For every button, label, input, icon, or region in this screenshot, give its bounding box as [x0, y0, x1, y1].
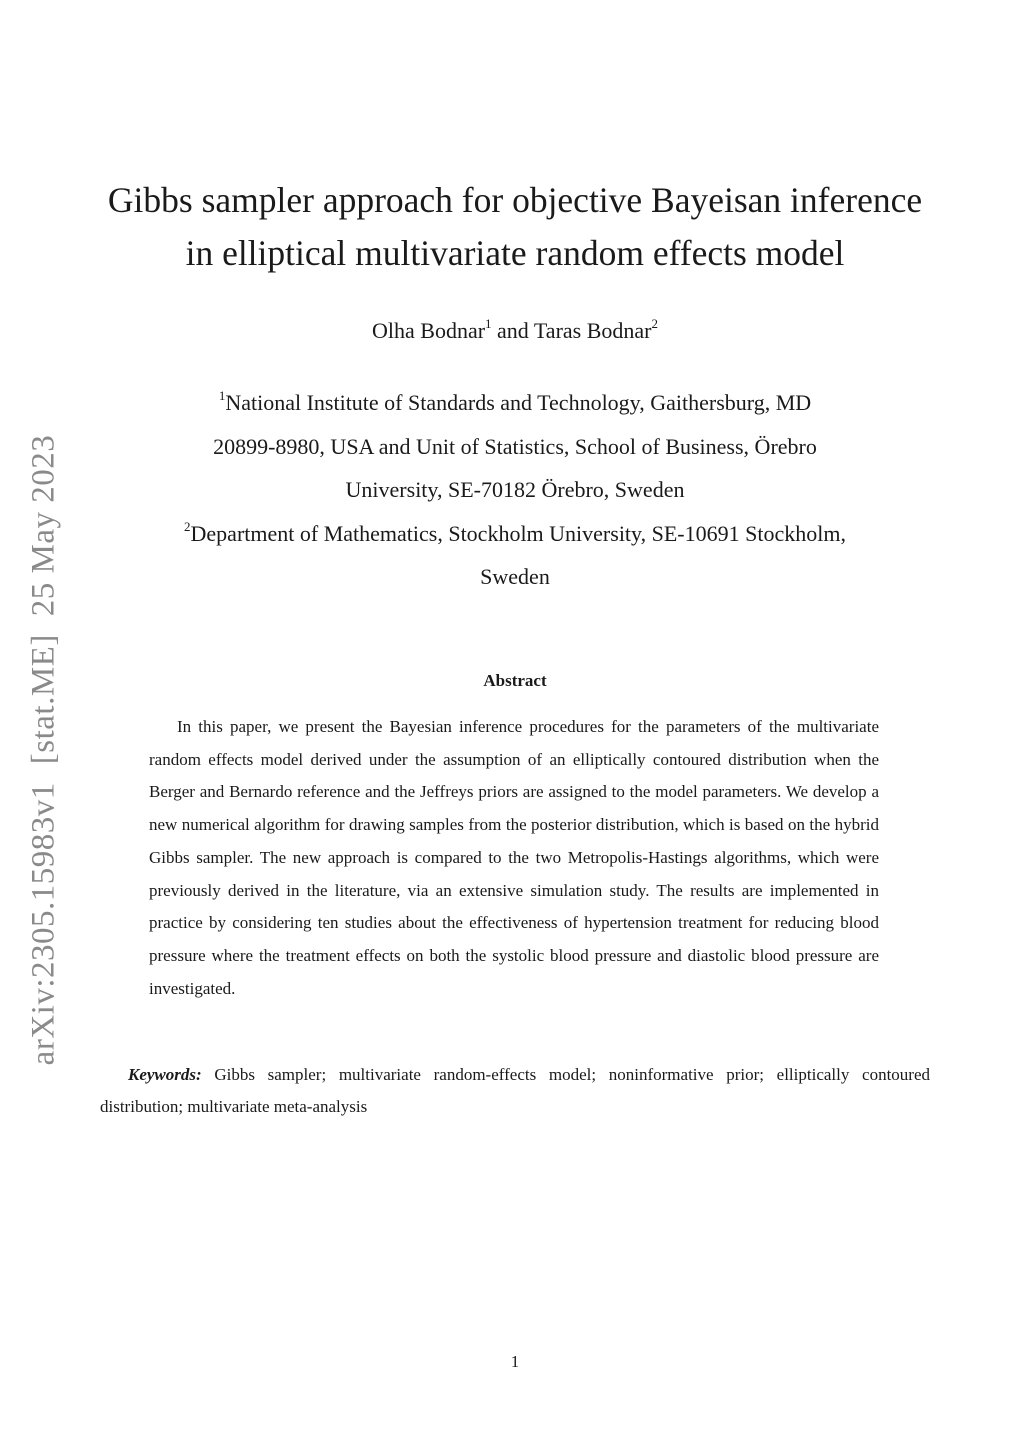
- keywords-label: Keywords:: [128, 1065, 202, 1084]
- arxiv-identifier: arXiv:2305.15983v1: [25, 782, 62, 1066]
- paper-title: [100, 174, 930, 280]
- author-name: Taras Bodnar: [533, 318, 652, 343]
- author-name: Olha Bodnar: [372, 318, 486, 343]
- abstract-heading: Abstract: [483, 671, 547, 690]
- affiliation-mark: 2: [184, 518, 191, 534]
- arxiv-category: [stat.ME]: [25, 634, 62, 765]
- affiliations: [100, 381, 930, 599]
- author-affiliation-mark: 2: [651, 316, 658, 331]
- affiliation-2-line-2: Sweden: [480, 564, 550, 589]
- author-joiner: and: [497, 318, 529, 343]
- abstract-text: In this paper, we present the Bayesian inference procedures for the parameters of the multivariate random effects model derived under the assumption of an elliptically contoured distribution when the Berger and Bernardo reference and the Jeffreys priors are assigned to the model parameters. We develop a new numerical algorithm for drawing samples from the posterior distribution, which is based on the hybrid Gibbs sampler. The new approach is compared to the two Metropolis-Hastings algorithms, which were previously derived in the literature, via an extensive simulation study. The results are implemented in practice by considering ten studies about the effectiveness of hypertension treatment for reducing blood pressure where the treatment effects on both the systolic blood pressure and diastolic blood pressure are investigated.: [149, 717, 879, 998]
- arxiv-date: 25 May 2023: [25, 434, 62, 617]
- title-line-1: Gibbs sampler approach for objective Bayeisan inference: [107, 180, 923, 220]
- affiliation-1-line-2: 20899-8980, USA and Unit of Statistics, School of Business, Örebro: [213, 433, 817, 459]
- keywords-text: Gibbs sampler; multivariate random-effects model; noninformative prior; elliptically contoured distribution; multivariate meta-analysis: [100, 1065, 930, 1116]
- keywords: [100, 1059, 930, 1123]
- affiliation-1-line-1: $^1$National Institute of Standards and Technology, Gaithersburg, MD: [218, 388, 812, 415]
- arxiv-stamp: [26, 435, 63, 1066]
- affiliation-mark: 1: [218, 388, 226, 403]
- author-list: [100, 318, 930, 344]
- affiliation-2-line-1: $^2$Department of Mathematics, Stockholm University, SE-10691 Stockholm,: [184, 518, 846, 546]
- page-number: 1: [510, 1352, 520, 1371]
- author-affiliation-mark: 1: [485, 316, 492, 331]
- title-line-2: in elliptical multivariate random effects model: [185, 233, 845, 273]
- affiliation-1-line-3: University, SE-70182 Örebro, Sweden: [345, 477, 685, 502]
